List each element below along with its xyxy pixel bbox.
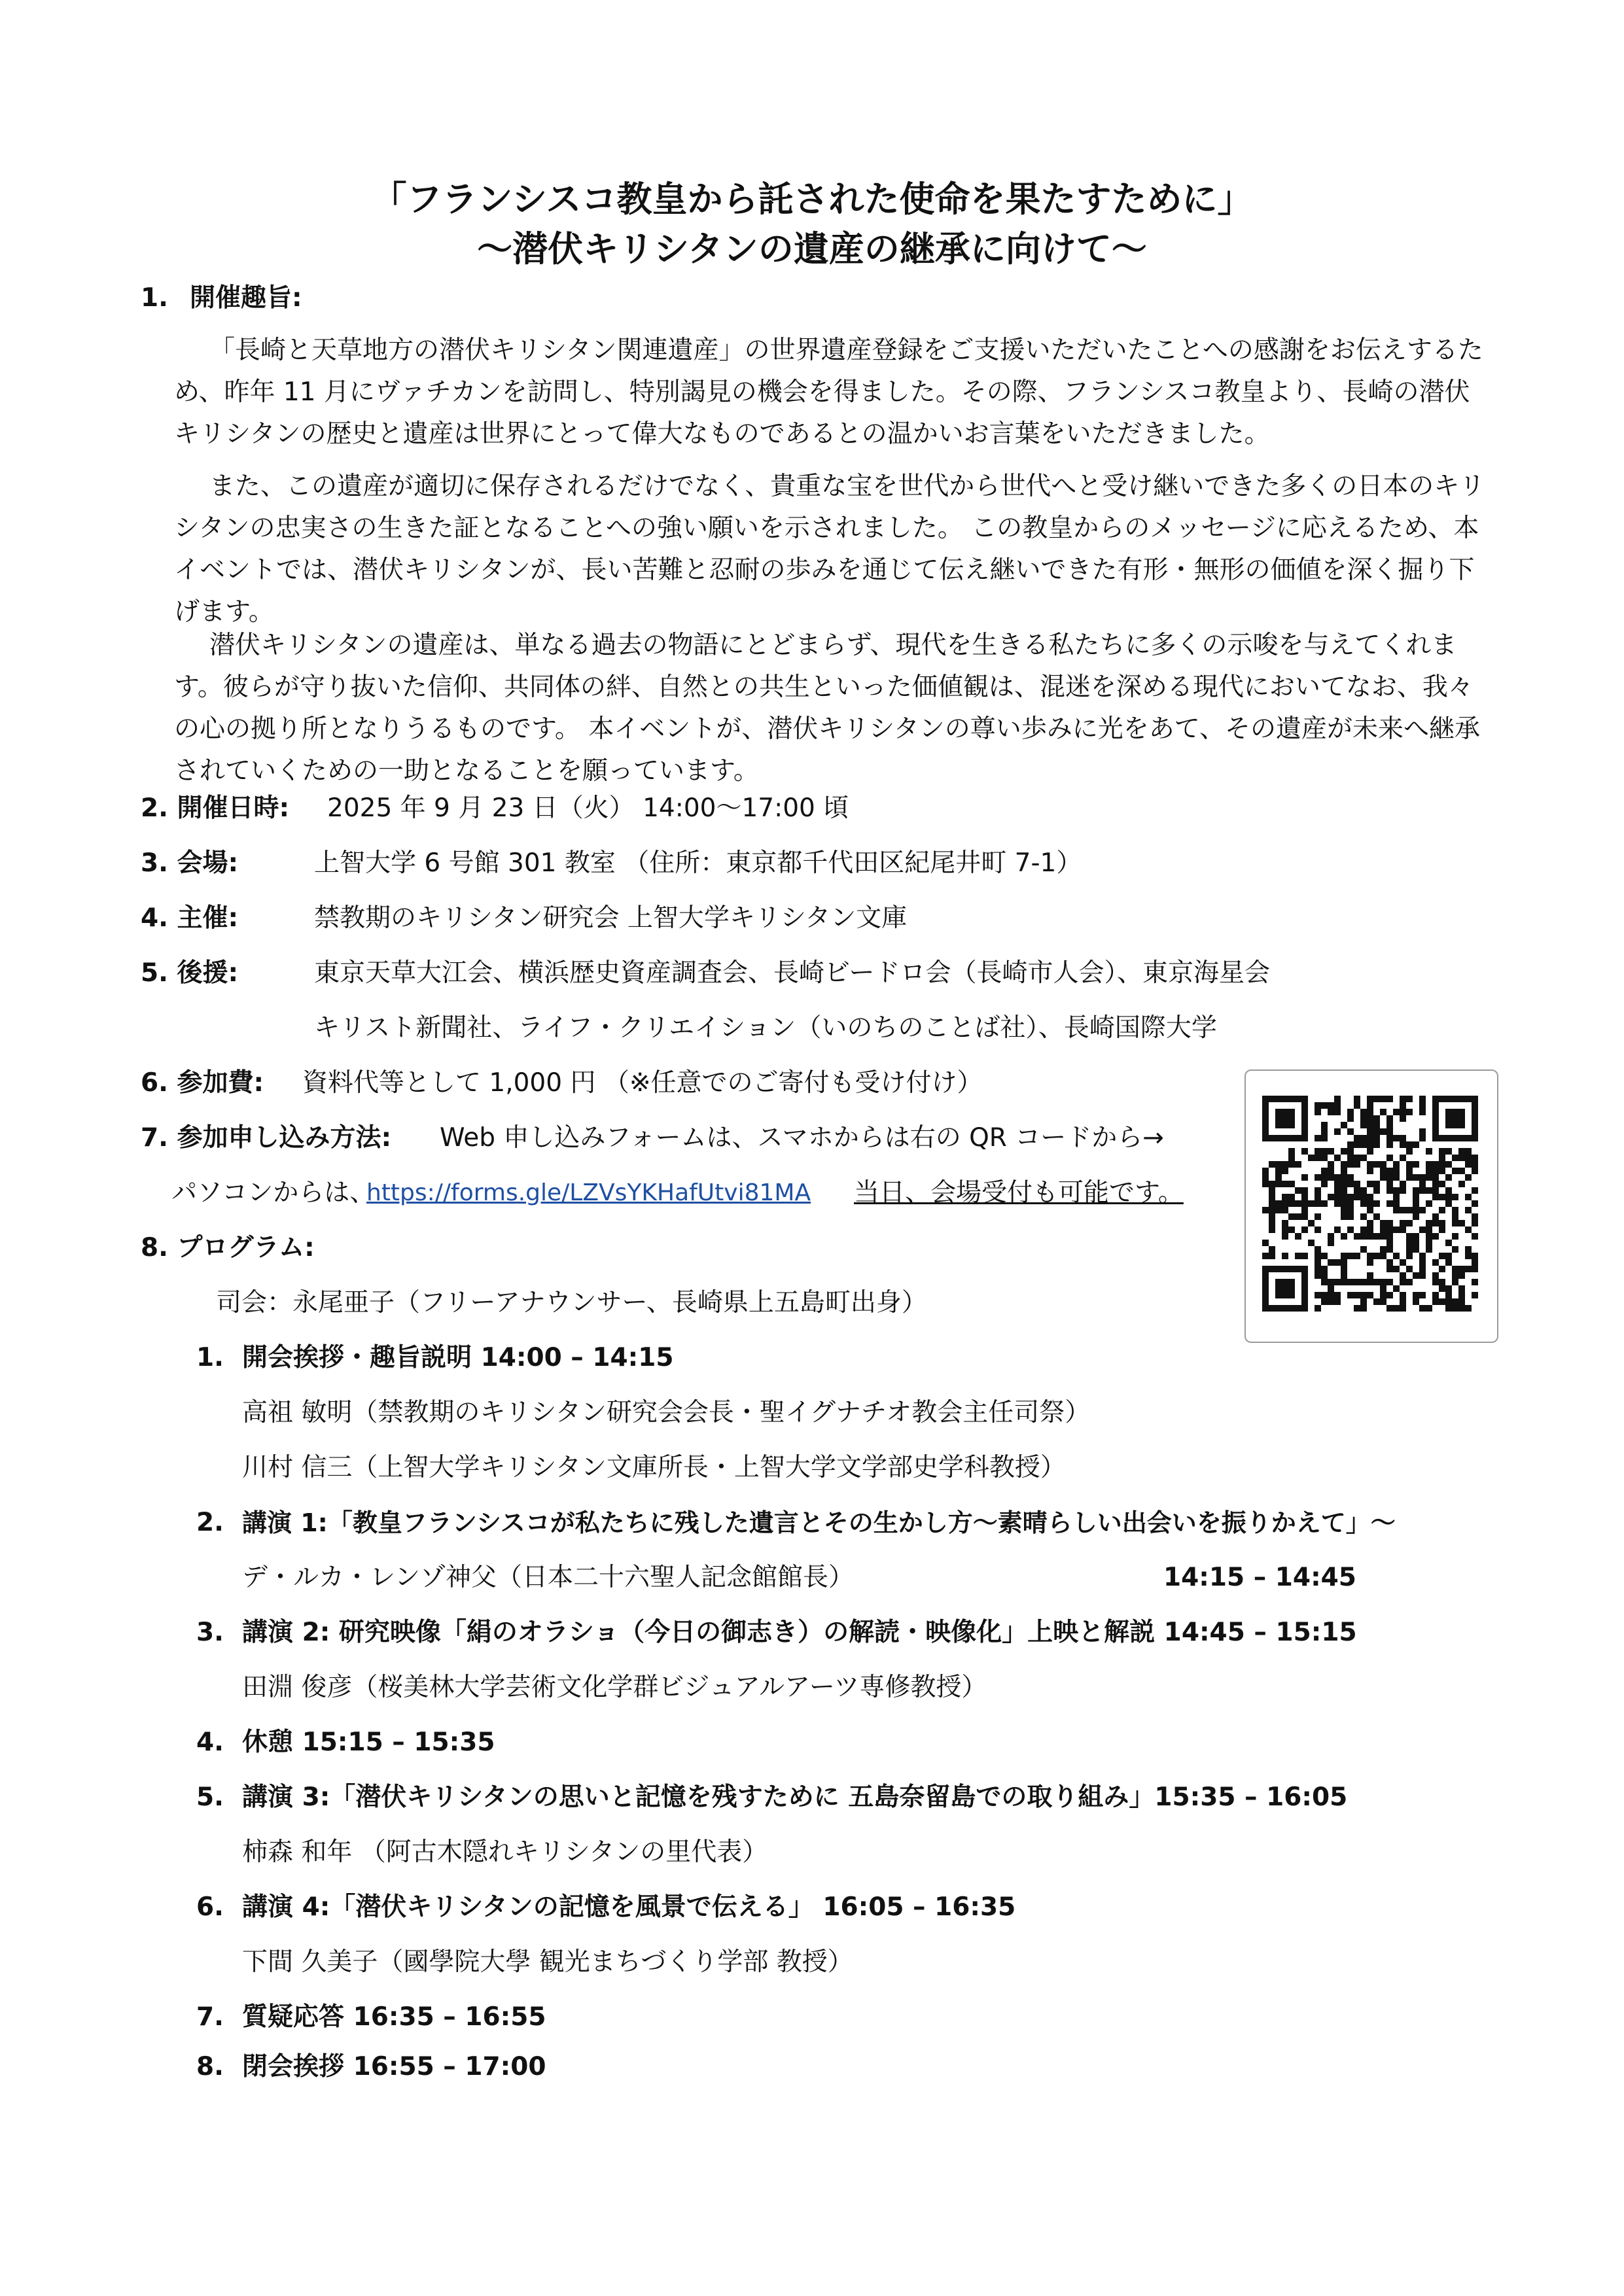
program-item-3-person-1: 田淵 俊彦（桜美林大学芸術文化学群ビジュアルアーツ専修教授） <box>242 1673 987 1702</box>
title-line-1: 「フランシスコ教皇から託された使命を果たすために」 <box>371 179 1253 220</box>
support-line-2: キリスト新聞社、ライフ・クリエイション（いのちのことば社）、長崎国際大学 <box>314 1013 1217 1043</box>
program-item-2-number: 2. <box>196 1508 224 1537</box>
program-item-2-title: 講演 1:「教皇フランシスコが私たちに残した遺言とその生かし方～素晴らしい出会いを振りかえて」～ <box>242 1508 1396 1537</box>
qr-code-frame[interactable] <box>1244 1070 1498 1343</box>
fee-value: 資料代等として 1,000 円 （※任意でのご寄付も受け付け） <box>302 1068 983 1098</box>
program-item-6-person-1: 下間 久美子（國學院大學 観光まちづくり学部 教授） <box>242 1947 853 1977</box>
support-label: 5. 後援: <box>141 958 239 988</box>
host-value: 禁教期のキリシタン研究会 上智大学キリシタン文庫 <box>314 903 908 933</box>
venue-value: 上智大学 6 号館 301 教室 （住所：東京都千代田区紀尾井町 7-1） <box>314 848 1082 878</box>
program-item-5-title: 講演 3:「潜伏キリシタンの思いと記憶を残すために 五島奈留島での取り組み」15:35 – 16:05 <box>242 1783 1348 1812</box>
program-item-1-person-1: 高祖 敏明（禁教期のキリシタン研究会会長・聖イグナチオ教会主任司祭） <box>242 1398 1091 1427</box>
program-item-2-time: 14:15 – 14:45 <box>1163 1563 1356 1592</box>
program-item-6-number: 6. <box>196 1892 224 1922</box>
onsite-note: 当日、会場受付も可能です。 <box>854 1178 1184 1208</box>
program-item-3-number: 3. <box>196 1618 224 1647</box>
title-line-2: ～潜伏キリシタンの遺産の継承に向けて～ <box>477 228 1147 270</box>
program-item-7-title: 質疑応答 16:35 – 16:55 <box>242 2002 546 2032</box>
purpose-heading: 開催趣旨: <box>190 283 302 313</box>
program-item-1-number: 1. <box>196 1343 224 1372</box>
purpose-paragraph-3: 潜伏キリシタンの遺産は、単なる過去の物語にとどまらず、現代を生きる私たちに多くの示唆を与えてくれます。彼らが守り抜いた信仰、共同体の絆、自然との共生といった価値観は、混迷を深める現代においてなお、我々の心の拠り所となりうるものです。 本イベントが、潜伏キリシタンの尊い歩みに光をあて、その遺産が未来へ継承されていくための一助となることを願っています。 <box>174 631 1480 786</box>
program-item-1-person-2: 川村 信三（上智大学キリシタン文庫所長・上智大学文学部史学科教授） <box>242 1453 1066 1482</box>
program-item-5-number: 5. <box>196 1783 224 1812</box>
program-item-2-person-1: デ・ルカ・レンゾ神父（日本二十六聖人記念館館長） <box>242 1563 855 1592</box>
program-item-4-title: 休憩 15:15 – 15:35 <box>242 1728 495 1757</box>
program-item-3-title: 講演 2: 研究映像「絹のオラショ（今日の御志き）の解読・映像化」上映と解説 14:45 – 15:15 <box>242 1618 1357 1647</box>
date-value: 2025 年 9 月 23 日（火） 14:00～17:00 頃 <box>327 793 849 823</box>
qr-code-icon <box>1246 1071 1494 1339</box>
venue-label: 3. 会場: <box>141 848 239 878</box>
program-item-4-number: 4. <box>196 1728 224 1757</box>
application-label: 7. 参加申し込み方法: <box>141 1123 392 1153</box>
pc-prefix: パソコンからは、 <box>171 1178 376 1208</box>
form-url-link[interactable]: https://forms.gle/LZVsYKHafUtvi81MA <box>366 1179 811 1206</box>
program-item-6-title: 講演 4:「潜伏キリシタンの記憶を風景で伝える」 16:05 – 16:35 <box>242 1892 1016 1922</box>
host-label: 4. 主催: <box>141 903 239 933</box>
program-mc: 司会：永尾亜子（フリーアナウンサー、長崎県上五島町出身） <box>216 1288 927 1317</box>
date-label: 2. 開催日時: <box>141 793 290 823</box>
fee-label: 6. 参加費: <box>141 1068 264 1098</box>
purpose-number: 1. <box>141 283 168 313</box>
program-item-5-person-1: 柿森 和年 （阿古木隠れキリシタンの里代表） <box>242 1837 768 1867</box>
program-item-8-number: 8. <box>196 2052 224 2081</box>
purpose-paragraph-2: また、この遺産が適切に保存されるだけでなく、貴重な宝を世代から世代へと受け継いできた多くの日本のキリシタンの忠実さの生きた証となることへの強い願いを示されました。 この教皇からのメッセージに応えるため、本イベントでは、潜伏キリシタンが、長い苦難と忍耐の歩みを通じて伝え継いできた有形・無形の価値を深く掘り下げます。 <box>174 472 1485 627</box>
program-item-7-number: 7. <box>196 2002 224 2032</box>
application-value: Web 申し込みフォームは、スマホからは右の QR コードから→ <box>440 1123 1164 1153</box>
program-item-8-title: 閉会挨拶 16:55 – 17:00 <box>242 2052 546 2081</box>
program-label: 8. プログラム: <box>141 1233 315 1262</box>
program-item-1-title: 開会挨拶・趣旨説明 14:00 – 14:15 <box>242 1343 674 1372</box>
purpose-paragraph-1: 「長崎と天草地方の潜伏キリシタン関連遺産」の世界遺産登録をご支援いただいたことへの感謝をお伝えするため、昨年 11 月にヴァチカンを訪問し、特別謁見の機会を得ました。その際、フランシスコ教皇より、長崎の潜伏キリシタンの歴史と遺産は世界にとって偉大なものであるとの温かいお言葉をいただきました。 <box>174 336 1483 449</box>
support-line-1: 東京天草大江会、横浜歴史資産調査会、長崎ビードロ会（長崎市人会）、東京海星会 <box>314 958 1270 988</box>
